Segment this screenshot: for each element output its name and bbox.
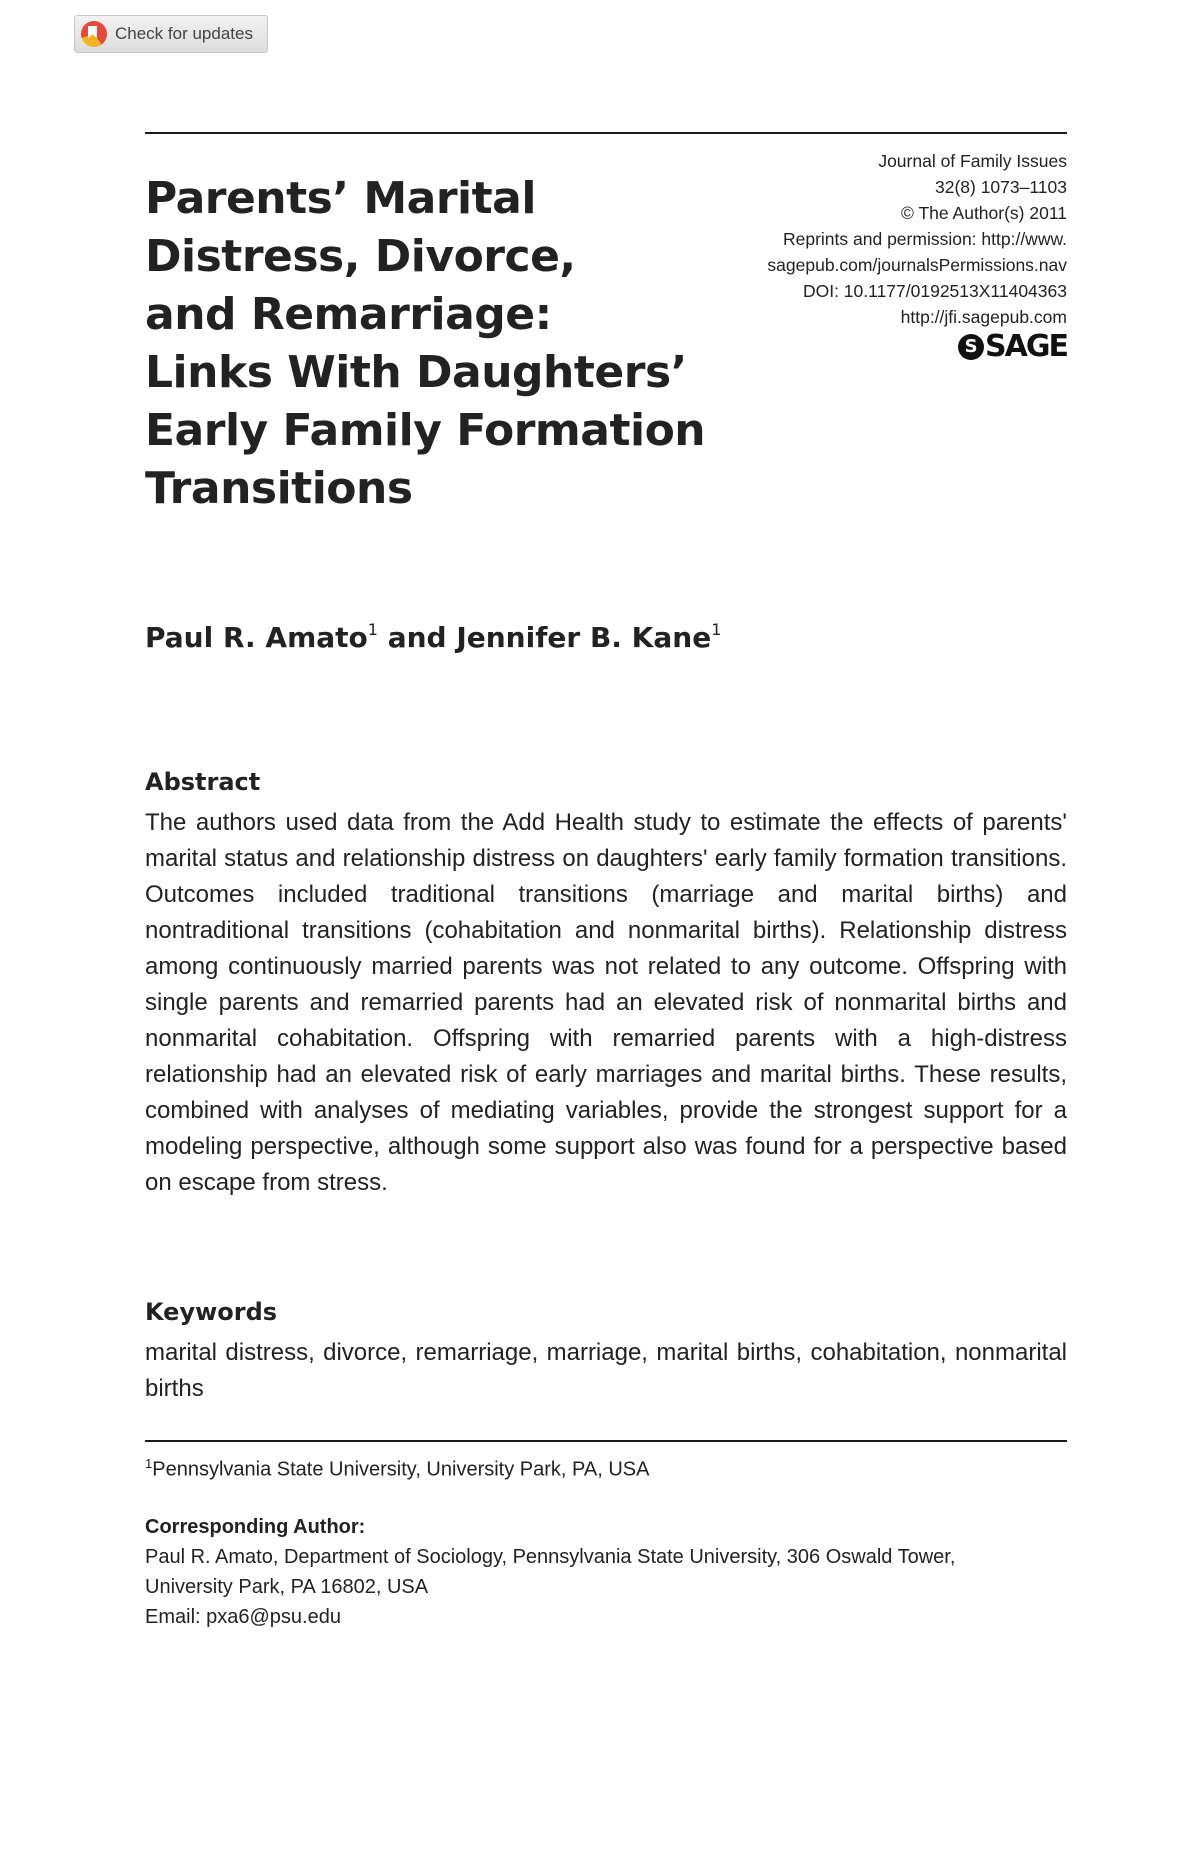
title-line: Distress, Divorce, — [145, 231, 576, 282]
doi[interactable]: DOI: 10.1177/0192513X11404363 — [802, 281, 1067, 301]
reprints-line-2[interactable]: sagepub.com/journalsPermissions.nav — [767, 255, 1067, 275]
keywords-heading: Keywords — [145, 1298, 278, 1326]
author-name: Jennifer B. Kane — [456, 621, 712, 654]
sage-logo-text: SAGE — [985, 329, 1067, 364]
corresponding-author-address: Paul R. Amato, Department of Sociology, Pennsylvania State University, 306 Oswald Tower, — [145, 1546, 956, 1568]
sage-circle-icon: S — [958, 334, 984, 360]
reprints-line-1[interactable]: Reprints and permission: http://www. — [782, 229, 1067, 249]
header-rule — [145, 132, 1067, 134]
author-line — [145, 620, 721, 654]
footnote-rule — [145, 1440, 1067, 1442]
author-conjunction: and — [377, 621, 457, 654]
check-for-updates-label: Check for updates — [115, 24, 253, 43]
title-line: Transitions — [145, 463, 413, 514]
abstract-heading: Abstract — [145, 768, 261, 796]
affiliation-marker: 1 — [711, 620, 722, 639]
article-title — [145, 170, 705, 518]
corresponding-author-email[interactable]: Email: pxa6@psu.edu — [145, 1606, 341, 1628]
title-line: Parents’ Marital — [145, 173, 536, 224]
affiliation-text: Pennsylvania State University, University Park, PA, USA — [152, 1458, 650, 1481]
bookmark-update-icon — [81, 21, 107, 47]
affiliation-footnote — [145, 1456, 649, 1482]
corresponding-author-heading: Corresponding Author: — [145, 1516, 366, 1538]
sage-logo — [958, 329, 1067, 364]
copyright: © The Author(s) 2011 — [901, 203, 1067, 223]
journal-url[interactable]: http://jfi.sagepub.com — [900, 307, 1067, 327]
affiliation-marker: 1 — [145, 1456, 153, 1471]
title-line: Links With Daughters’ — [145, 347, 687, 398]
journal-name: Journal of Family Issues — [878, 151, 1067, 171]
abstract-text: The authors used data from the Add Health study to estimate the effects of parents' marital status and relationship distress on daughters' early family formation transitions. Outcomes included traditional transitions (marriage and marital births) and nontraditional transitions (cohabitation and nonmarital births). Relationship distress among continuously married parents was not related to any outcome. Offspring with single parents and remarried parents had an elevated risk of nonmarital births and nonmarital cohabitation. Offspring with remarried parents with a high-distress relationship had an elevated risk of early marriages and marital births. These results, combined with analyses of mediating variables, provide the strongest support for a modeling perspective, although some support also was found for a perspective based on escape from stress. — [145, 809, 1067, 1196]
title-line: and Remarriage: — [145, 289, 552, 340]
keywords-text: marital distress, divorce, remarriage, marriage, marital births, cohabitation, nonmarital births — [145, 1339, 1067, 1402]
corresponding-author-address: University Park, PA 16802, USA — [145, 1576, 429, 1598]
check-for-updates-button[interactable] — [74, 15, 268, 53]
title-line: Early Family Formation — [145, 405, 706, 456]
author-name: Paul R. Amato — [145, 621, 368, 654]
corresponding-author — [145, 1512, 955, 1632]
journal-metadata — [767, 148, 1067, 364]
affiliation-marker: 1 — [367, 620, 378, 639]
volume-pages: 32(8) 1073–1103 — [934, 177, 1067, 197]
